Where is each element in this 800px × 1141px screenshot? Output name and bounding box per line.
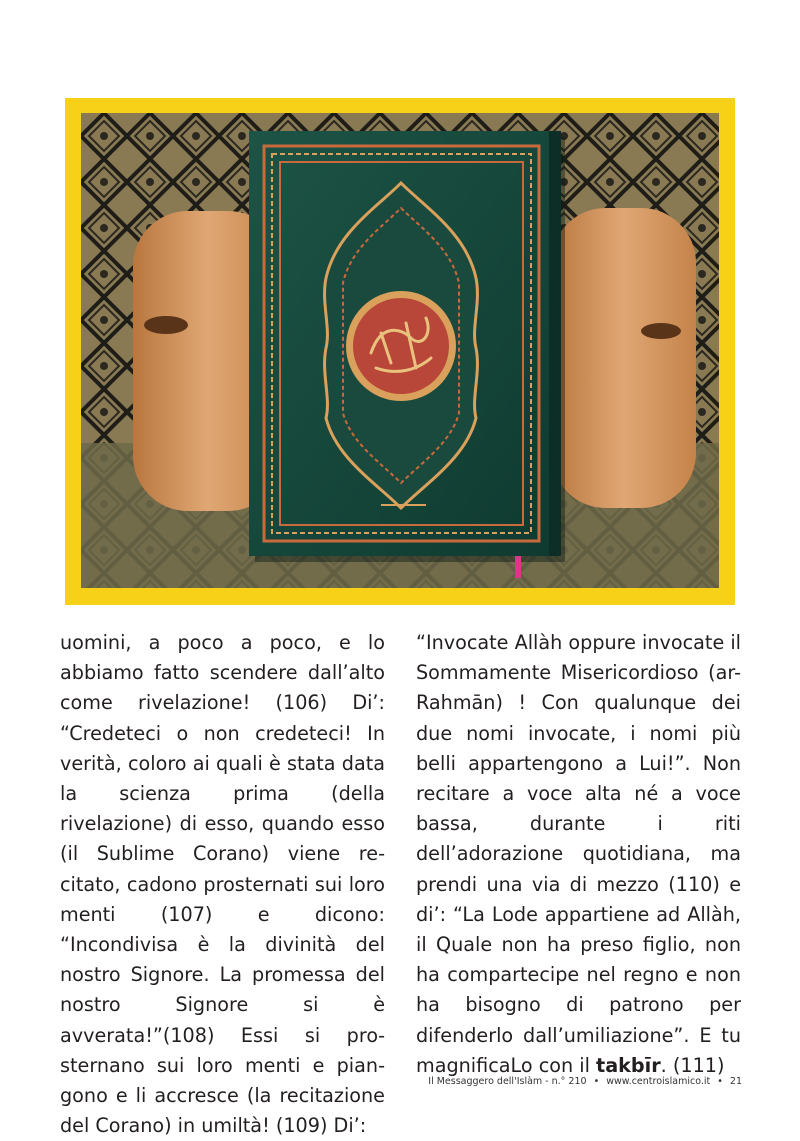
- takbir-term: takbīr: [596, 1053, 661, 1077]
- verse-number-111: . (111): [660, 1053, 725, 1077]
- separator-dot: •: [717, 1076, 723, 1087]
- article-column-left: [60, 628, 385, 1141]
- page-footer: [428, 1076, 742, 1087]
- separator-dot: •: [593, 1076, 600, 1087]
- photo-frame: [65, 98, 735, 605]
- article-text-left: uomini, a poco a poco, e lo abbiamo fatto scendere dall’alto come rivelazione! (106) Di’: “Credeteci o non credeteci! In verità, coloro ai quali è stata data la scienza prima (della rivelazione) di esso, quando esso (il Sublime Corano) viene recitato, cadono prosternati sui loro menti (107) e dicono: “Incondivisa è la divinità del nostro Signore. La promessa del nostro Signore si è avverata!”(108) Essi si prosternano sui loro menti e piangono e li accresce (la recitazione del Corano) in umiltà! (109) Di’:: [60, 631, 385, 1138]
- article-paragraph-right: [416, 628, 741, 1081]
- article-column-right: [416, 628, 741, 1081]
- website-link[interactable]: www.centroislamico.it: [606, 1076, 711, 1087]
- article-text-right: “Invocate Allàh oppure invocate il Sommamente Misericordioso (ar-Rahmān) ! Con qualunque dei due nomi invocate, i nomi più belli appartengono a Lui!”. Non recitare a voce alta né a voce bassa, durante i riti dell’adorazione quotidiana, ma prendi una via di mezzo (110) e di’: “La Lode appartiene ad Allàh, il Quale non ha preso figlio, non ha compartecipe nel regno e non ha bisogno di patrono per difenderlo dall’umiliazione”. E tu magnificaLo con il: [416, 631, 742, 1077]
- page-number: 21: [729, 1076, 742, 1087]
- publication-name: Il Messaggero dell'Islàm - n.° 210: [428, 1076, 587, 1087]
- quran-photo: [81, 113, 719, 588]
